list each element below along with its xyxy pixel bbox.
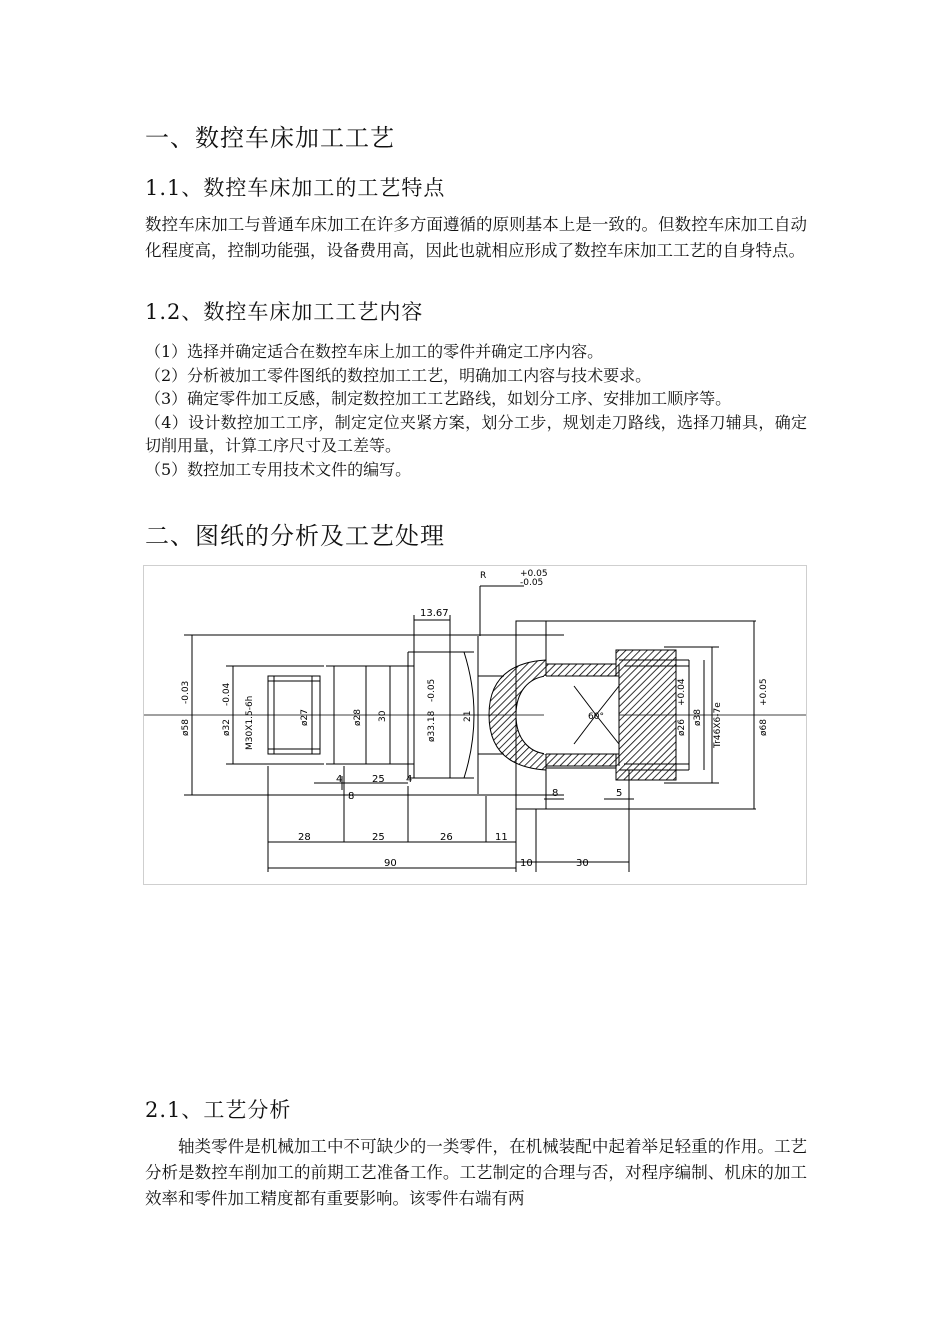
part-drawing-figure [143,565,807,885]
dim-tr46: Tr46X6-7e [713,702,723,748]
list-item: （2）分析被加工零件图纸的数控加工工艺，明确加工内容与技术要求。 [145,365,652,385]
dim-d68-tol: +0.05 [759,678,769,706]
process-content-list [145,340,807,481]
dim-m30: M30X1.5-6h [245,695,255,750]
dim-d38: ø38 [693,709,703,726]
section-2-1-heading: 2.1、工艺分析 [145,1098,292,1122]
section-1-2-heading: 1.2、数控车床加工工艺内容 [145,300,424,324]
dim-d33: ø33.18 [427,710,437,742]
section-2-1-body: 轴类零件是机械加工中不可缺少的一类零件，在机械装配中起着举足轻重的作用。工艺分析是数控车削加工的前期工艺准备工作。工艺制定的合理与否，对程序编制、机床的加工效率和零件加工精度都有重要影响。该零件右端有两 [145,1137,807,1208]
list-item: （5）数控加工专用技术文件的编写。 [145,459,412,479]
dim-b25: 25 [372,832,385,843]
dim-top-label: R [480,571,487,581]
dim-d58: ø58 [181,719,191,736]
dim-d33-tol: -0.05 [427,678,437,702]
dim-d27: ø27 [300,709,310,726]
dim-d32-tol: -0.04 [222,682,232,706]
dim-b11: 11 [495,832,508,843]
dim-d58-tol: -0.03 [181,680,191,704]
dim-w4a: 4 [336,774,343,785]
dim-d68: ø68 [759,719,769,736]
dim-d30: 30 [378,710,388,722]
dim-d26: ø26 [677,719,687,736]
list-item: （3）确定零件加工反感，制定数控加工工艺路线，如划分工序、安排加工顺序等。 [145,389,732,408]
dim-r21: 21 [463,710,473,722]
dim-13-67: 13.67 [420,608,449,619]
list-item: （4）设计数控加工工序，制定定位夹紧方案，划分工步，规划走刀路线，选择刀辅具，确定切削用量，计算工序尺寸及工差等。 [145,412,807,455]
dim-top-tol2: -0.05 [520,578,544,588]
section-1-heading: 一、数控车床加工工艺 [145,124,395,152]
dim-b10: 10 [520,858,533,869]
dim-b30: 30 [576,858,589,869]
dim-d32: ø32 [222,719,232,736]
dim-top-tol: +0.05 [520,569,548,579]
dim-w4b: 4 [406,774,413,785]
section-1-1-heading: 1.1、数控车床加工的工艺特点 [145,176,446,200]
dim-d26-tol: +0.04 [677,678,687,706]
dim-d28: ø28 [353,709,363,726]
dim-b90: 90 [384,858,397,869]
dim-w25a: 25 [372,774,385,785]
dim-b28: 28 [298,832,311,843]
part-drawing [144,566,806,884]
section-2-heading: 二、图纸的分析及工艺处理 [145,522,445,550]
dim-w5: 5 [616,788,623,799]
dim-w8: 8 [348,791,355,802]
dim-60-deg: 60° [588,712,604,722]
dim-b26: 26 [440,832,453,843]
list-item: （1）选择并确定适合在数控车床上加工的零件并确定工序内容。 [145,342,604,361]
dim-w8b: 8 [552,788,559,799]
section-1-1-body: 数控车床加工与普通车床加工在许多方面遵循的原则基本上是一致的。但数控车床加工自动化程度高，控制功能强，设备费用高，因此也就相应形成了数控车床加工工艺的自身特点。 [145,215,807,260]
